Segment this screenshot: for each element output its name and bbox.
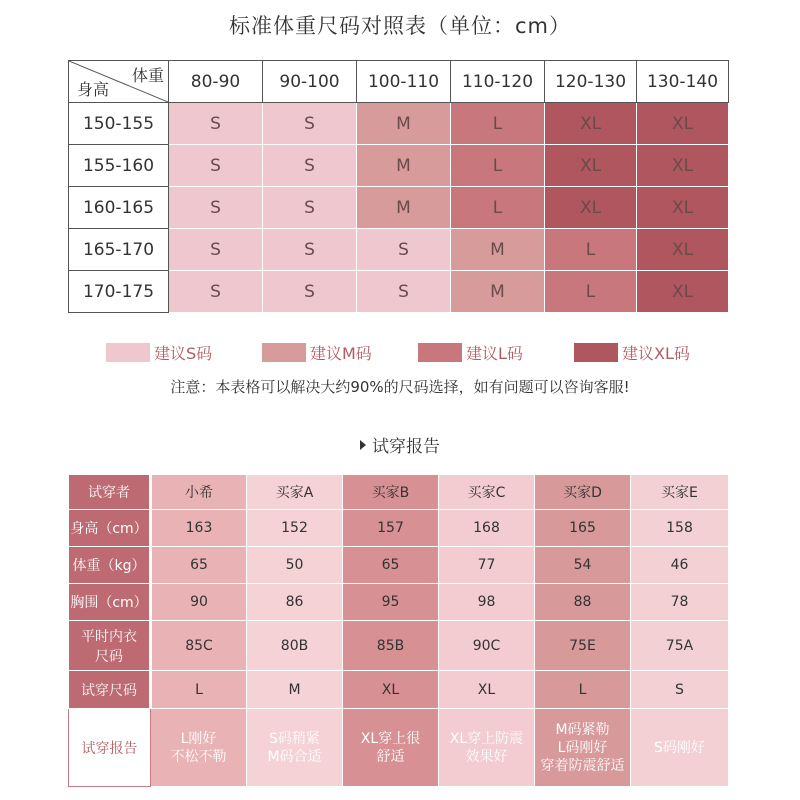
- weight-header: 130-140: [637, 61, 729, 103]
- trial-row: [69, 671, 729, 709]
- trial-cell: XL穿上很 舒适: [343, 709, 439, 787]
- trial-cell: M: [247, 671, 343, 709]
- trial-cell: 75E: [535, 621, 631, 671]
- size-cell: M: [357, 103, 451, 145]
- size-cell: S: [169, 229, 263, 271]
- corner-cell: [69, 61, 169, 103]
- trial-cell: 85B: [343, 621, 439, 671]
- page-title: 标准体重尺码对照表（单位：cm）: [228, 14, 571, 38]
- size-cell: L: [451, 145, 545, 187]
- size-cell: XL: [545, 145, 637, 187]
- trial-row-label: 试穿者: [69, 475, 151, 510]
- size-cell: S: [263, 187, 357, 229]
- trial-cell: 46: [631, 547, 729, 584]
- size-note: 注意：本表格可以解决大约90%的尺码选择，如有问题可以咨询客服!: [170, 378, 630, 396]
- legend-swatch: [418, 343, 462, 362]
- trial-cell: XL: [343, 671, 439, 709]
- weight-header: 80-90: [169, 61, 263, 103]
- trial-cell: 买家C: [439, 475, 535, 510]
- size-cell: M: [451, 271, 545, 313]
- trial-report-title: [0, 432, 800, 457]
- trial-cell: 98: [439, 584, 535, 621]
- legend-swatch: [106, 343, 150, 362]
- trial-cell: 78: [631, 584, 729, 621]
- size-cell: S: [263, 145, 357, 187]
- legend-item: [262, 340, 372, 364]
- trial-cell: 50: [247, 547, 343, 584]
- legend-item: [574, 340, 690, 364]
- size-row: [69, 103, 729, 145]
- size-cell: S: [169, 103, 263, 145]
- legend-label: 建议L码: [466, 343, 523, 363]
- weight-header: 90-100: [263, 61, 357, 103]
- height-header: 155-160: [69, 145, 169, 187]
- trial-row: [69, 621, 729, 671]
- size-cell: M: [451, 229, 545, 271]
- trial-cell: 152: [247, 510, 343, 547]
- height-header: 150-155: [69, 103, 169, 145]
- trial-cell: 买家A: [247, 475, 343, 510]
- size-cell: M: [357, 187, 451, 229]
- size-cell: S: [263, 229, 357, 271]
- trial-row-label: 身高（cm）: [69, 510, 151, 547]
- trial-cell: S码刚好: [631, 709, 729, 787]
- trial-row: [69, 709, 729, 787]
- trial-cell: 163: [151, 510, 247, 547]
- trial-report-title-text: 试穿报告: [372, 437, 440, 457]
- trial-row-label: 平时内衣 尺码: [69, 621, 151, 671]
- legend-swatch: [574, 343, 618, 362]
- size-cell: XL: [637, 187, 729, 229]
- size-cell: S: [169, 271, 263, 313]
- trial-cell: 75A: [631, 621, 729, 671]
- legend-item: [106, 340, 212, 364]
- trial-cell: 168: [439, 510, 535, 547]
- size-cell: XL: [637, 145, 729, 187]
- triangle-right-icon: [360, 440, 366, 450]
- legend-label: 建议S码: [154, 343, 213, 363]
- trial-row-label: 试穿尺码: [69, 671, 151, 709]
- size-cell: XL: [637, 229, 729, 271]
- trial-cell: S码稍紧 M码合适: [247, 709, 343, 787]
- trial-cell: 95: [343, 584, 439, 621]
- trial-cell: M码紧勒 L码刚好 穿着防震舒适: [535, 709, 631, 787]
- legend-item: [418, 340, 523, 364]
- size-row: [69, 145, 729, 187]
- size-chart-table: [68, 60, 729, 313]
- trial-row: [69, 547, 729, 584]
- trial-row: [69, 510, 729, 547]
- height-header: 160-165: [69, 187, 169, 229]
- trial-cell: 165: [535, 510, 631, 547]
- trial-cell: 65: [343, 547, 439, 584]
- trial-row: [69, 475, 729, 510]
- trial-cell: L: [151, 671, 247, 709]
- size-cell: S: [169, 145, 263, 187]
- size-cell: XL: [637, 271, 729, 313]
- size-cell: S: [357, 229, 451, 271]
- height-header: 165-170: [69, 229, 169, 271]
- size-cell: L: [545, 271, 637, 313]
- trial-row: [69, 584, 729, 621]
- legend-label: 建议XL码: [622, 343, 690, 363]
- size-cell: S: [169, 187, 263, 229]
- trial-cell: 80B: [247, 621, 343, 671]
- trial-cell: 小希: [151, 475, 247, 510]
- trial-cell: XL穿上防震 效果好: [439, 709, 535, 787]
- size-cell: L: [451, 187, 545, 229]
- legend-label: 建议M码: [310, 343, 372, 363]
- size-cell: XL: [545, 103, 637, 145]
- size-header-row: [69, 61, 729, 103]
- trial-cell: L: [535, 671, 631, 709]
- weight-header: 100-110: [357, 61, 451, 103]
- trial-cell: 85C: [151, 621, 247, 671]
- corner-height-label: 身高: [77, 80, 110, 99]
- size-cell: XL: [637, 103, 729, 145]
- trial-cell: 157: [343, 510, 439, 547]
- size-cell: M: [357, 145, 451, 187]
- trial-cell: S: [631, 671, 729, 709]
- trial-row-label: 体重（kg）: [69, 547, 151, 584]
- trial-cell: 86: [247, 584, 343, 621]
- size-row: [69, 187, 729, 229]
- size-cell: S: [263, 103, 357, 145]
- trial-cell: 买家B: [343, 475, 439, 510]
- trial-cell: 买家E: [631, 475, 729, 510]
- size-row: [69, 229, 729, 271]
- trial-cell: 77: [439, 547, 535, 584]
- trial-row-label: 试穿报告: [69, 709, 151, 787]
- trial-cell: 54: [535, 547, 631, 584]
- trial-cell: XL: [439, 671, 535, 709]
- size-cell: S: [263, 271, 357, 313]
- trial-report-table: [68, 474, 729, 787]
- size-row: [69, 271, 729, 313]
- height-header: 170-175: [69, 271, 169, 313]
- size-legend: [0, 340, 800, 364]
- size-cell: L: [451, 103, 545, 145]
- trial-cell: 88: [535, 584, 631, 621]
- trial-cell: 90C: [439, 621, 535, 671]
- size-cell: XL: [545, 187, 637, 229]
- trial-cell: 65: [151, 547, 247, 584]
- trial-cell: 90: [151, 584, 247, 621]
- trial-row-label: 胸围（cm）: [69, 584, 151, 621]
- trial-cell: 买家D: [535, 475, 631, 510]
- trial-cell: L刚好 不松不勒: [151, 709, 247, 787]
- corner-weight-label: 体重: [131, 66, 164, 85]
- weight-header: 120-130: [545, 61, 637, 103]
- trial-cell: 158: [631, 510, 729, 547]
- size-cell: L: [545, 229, 637, 271]
- legend-swatch: [262, 343, 306, 362]
- size-cell: S: [357, 271, 451, 313]
- weight-header: 110-120: [451, 61, 545, 103]
